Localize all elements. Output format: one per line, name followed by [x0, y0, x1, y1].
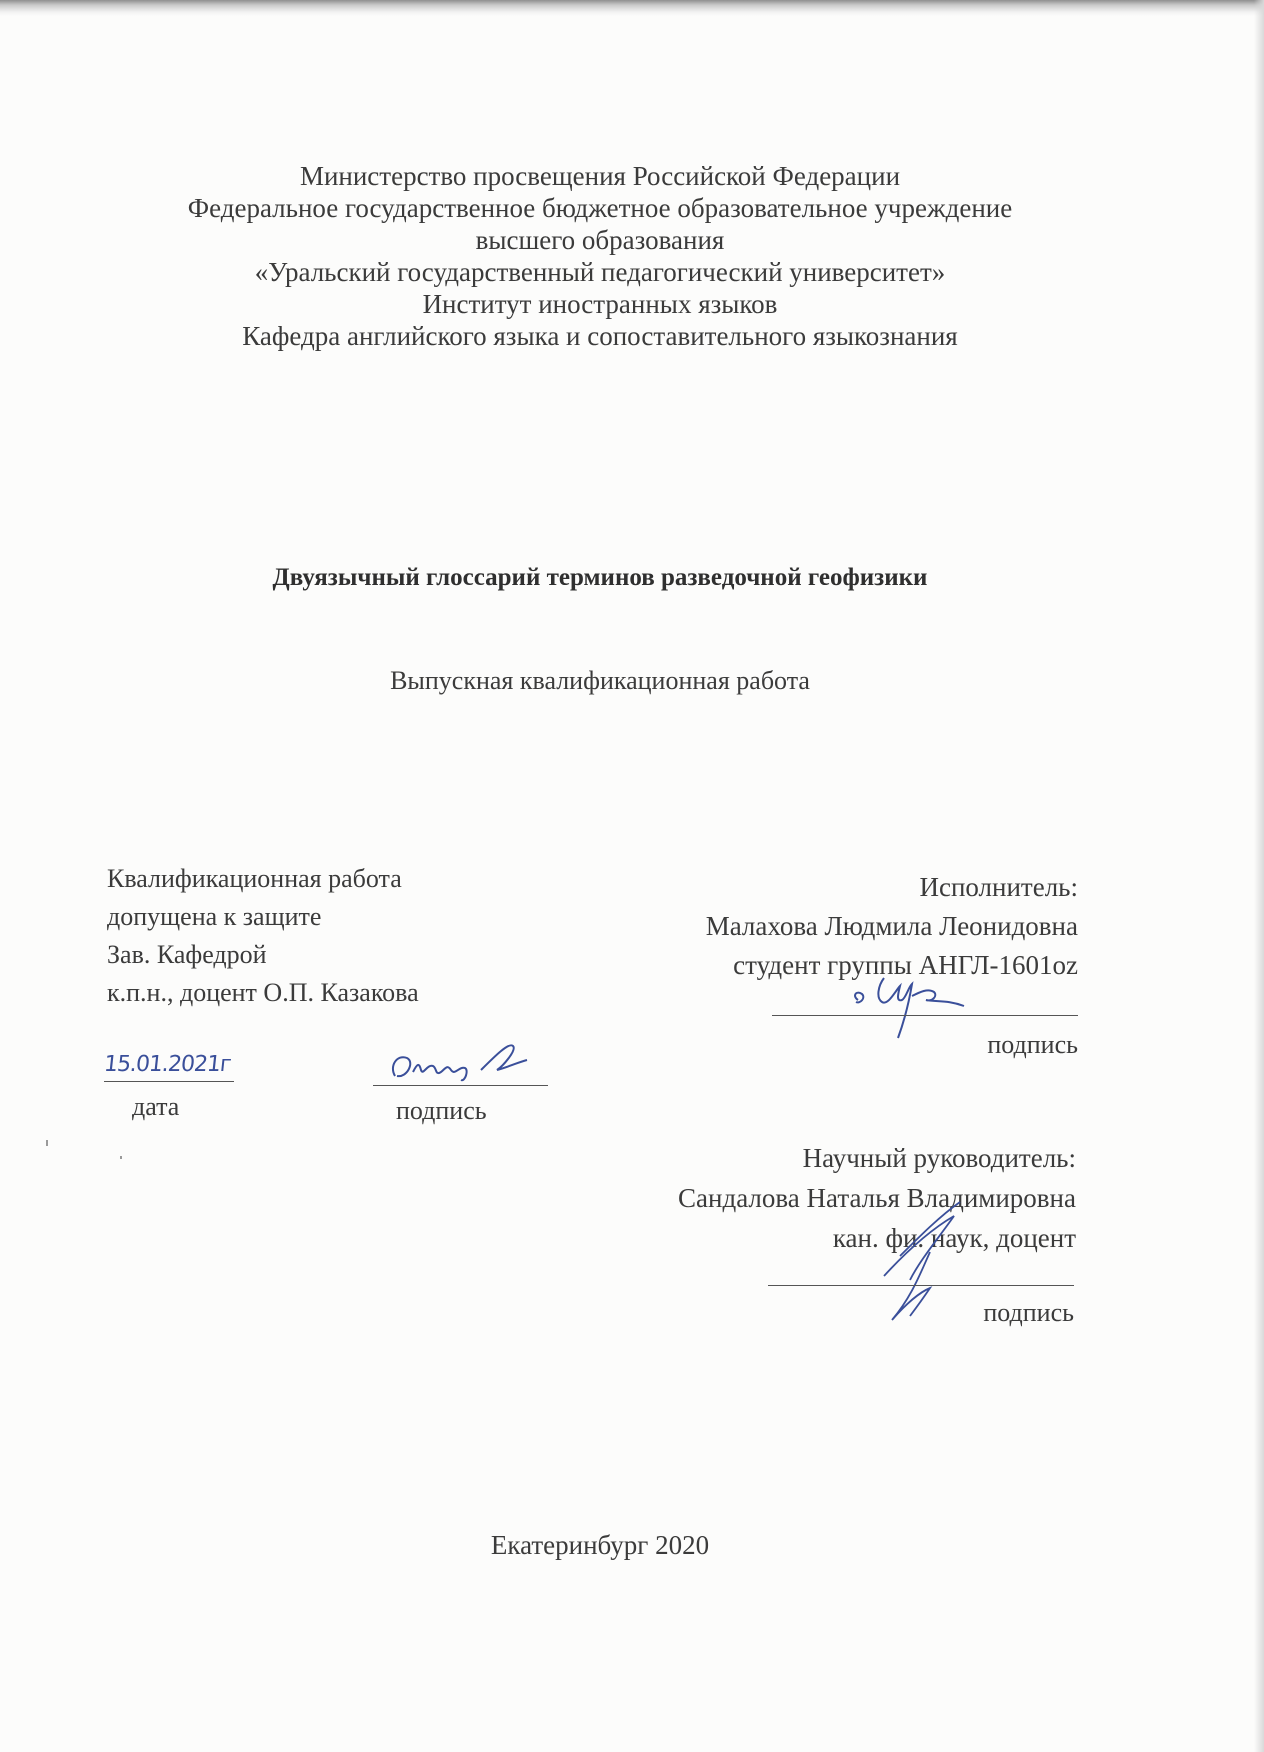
supervisor-signature-line: [768, 1285, 1074, 1286]
handwritten-date: 15.01.2021г: [102, 1052, 232, 1077]
institution-header: [100, 160, 1100, 352]
head-of-department-signature: [385, 1036, 545, 1086]
city-year: Екатеринбург 2020: [490, 1530, 710, 1560]
thesis-title: Двуязычный глоссарий терминов разведочной геофизики: [272, 564, 928, 591]
header-line-institute: Институт иностранных языков: [422, 289, 778, 319]
admission-line-1: Квалификационная работа: [107, 864, 402, 893]
supervisor-signature: [870, 1196, 980, 1326]
header-line-university: «Уральский государственный педагогический университет»: [254, 257, 946, 287]
scan-speck: [120, 1156, 122, 1159]
date-line: [104, 1081, 234, 1082]
supervisor-role: Научный руководитель:: [802, 1143, 1076, 1173]
scan-right-edge: [1254, 0, 1264, 1752]
executor-role: Исполнитель:: [919, 872, 1078, 902]
admission-line-3: Зав. Кафедрой: [107, 940, 267, 969]
executor-name: Малахова Людмила Леонидовна: [705, 911, 1078, 941]
header-line-education-level: высшего образования: [475, 225, 725, 255]
executor-group: студент группы АНГЛ-1601oz: [733, 950, 1078, 980]
head-signature-caption: подпись: [396, 1096, 487, 1125]
admission-line-4: к.п.н., доцент О.П. Казакова: [107, 978, 419, 1007]
executor-signature-caption: подпись: [987, 1030, 1078, 1059]
admission-line-2: допущена к защите: [107, 902, 322, 931]
thesis-type: Выпускная квалификационная работа: [390, 666, 810, 695]
executor-signature-line: [772, 1015, 1078, 1016]
supervisor-degree: кан. фи. наук, доцент: [832, 1223, 1076, 1253]
supervisor-signature-caption: подпись: [983, 1298, 1074, 1327]
header-line-department: Кафедра английского языка и сопоставительного языкознания: [242, 321, 958, 351]
header-line-institution-type: Федеральное государственное бюджетное образовательное учреждение: [187, 193, 1013, 223]
executor-signature: [848, 966, 998, 1046]
admission-block: [107, 860, 419, 1012]
scan-top-edge: [0, 0, 1264, 16]
scan-speck: [46, 1140, 48, 1146]
head-signature-line: [373, 1085, 548, 1086]
header-line-ministry: Министерство просвещения Российской Федерации: [299, 161, 901, 191]
date-caption: дата: [132, 1092, 180, 1121]
supervisor-name: Сандалова Наталья Владимировна: [678, 1183, 1076, 1213]
